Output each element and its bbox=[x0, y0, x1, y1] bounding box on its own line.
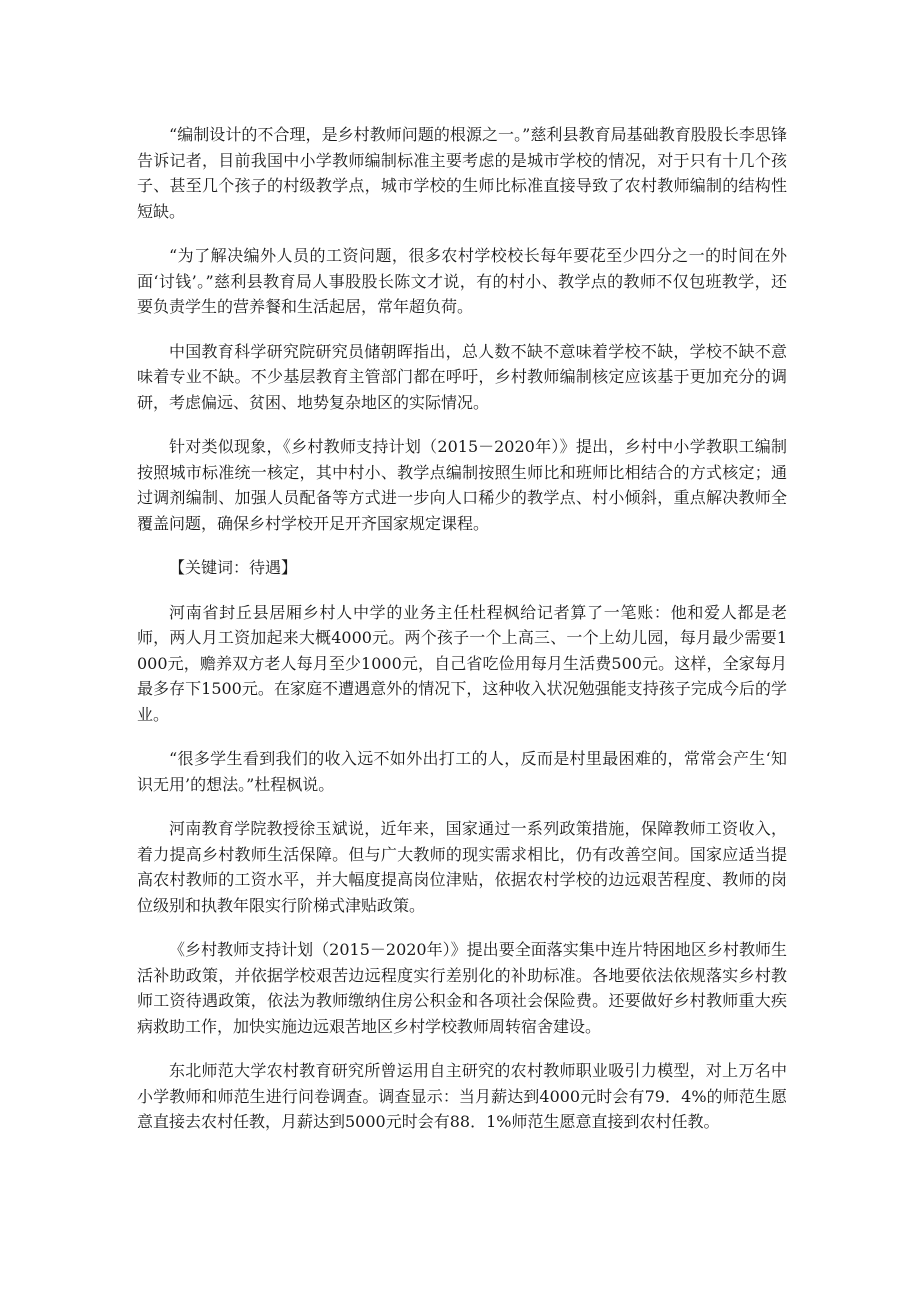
paragraph-plan-subsidy: 《乡村教师支持计划（2015－2020年）》提出要全面落实集中连片特困地区乡村教师生活补助政策，并依据学校艰苦边远程度实行差别化的补助标准。各地要依法依规落实乡村教师工资待遇政策，依法为教师缴纳住房公积金和各项社会保险费。还要做好乡村教师重大疾病救助工作，加快实施边远艰苦地区乡村学校教师周转宿舍建设。 bbox=[137, 940, 787, 1036]
paragraph-survey: 东北师范大学农村教育研究所曾运用自主研究的农村教师职业吸引力模型，对上万名中小学教师和师范生进行问卷调查。调查显示：当月薪达到4000元时会有79．4%的师范生愿意直接去农村任教，月薪达到5000元时会有88．1%师范生愿意直接到农村任教。 bbox=[137, 1061, 787, 1131]
document-body bbox=[137, 122, 787, 1154]
paragraph-salary-quote: “为了解决编外人员的工资问题，很多农村学校校长每年要花至少四分之一的时间在外面‘讨钱’。”慈利县教育局人事股股长陈文才说，有的村小、教学点的教师不仅包班教学，还要负责学生的营养餐和生活起居，常年超负荷。 bbox=[137, 246, 787, 316]
paragraph-student-quote: “很多学生看到我们的收入远不如外出打工的人，反而是村里最困难的，常常会产生‘知识无用’的想法。”杜程枫说。 bbox=[137, 749, 787, 794]
section-keyword-heading: 【关键词：待遇】 bbox=[169, 558, 298, 577]
paragraph-support-plan: 针对类似现象，《乡村教师支持计划（2015－2020年）》提出，乡村中小学教职工编制按照城市标准统一核定，其中村小、教学点编制按照生师比和班师比相结合的方式核定；通过调剂编制、加强人员配备等方式进一步向人口稀少的教学点、村小倾斜，重点解决教师全覆盖问题，确保乡村学校开足开齐国家规定课程。 bbox=[137, 437, 787, 533]
paragraph-editor-quote: “编制设计的不合理，是乡村教师问题的根源之一。”慈利县教育局基础教育股股长李思锋告诉记者，目前我国中小学教师编制标准主要考虑的是城市学校的情况，对于只有十几个孩子、甚至几个孩子的村级教学点，城市学校的生师比标准直接导致了农村教师编制的结构性短缺。 bbox=[137, 125, 787, 221]
paragraph-professor: 河南教育学院教授徐玉斌说，近年来，国家通过一系列政策措施，保障教师工资收入，着力提高乡村教师生活保障。但与广大教师的现实需求相比，仍有改善空间。国家应适当提高农村教师的工资水平，并大幅度提高岗位津贴，依据农村学校的边远艰苦程度、教师的岗位级别和执教年限实行阶梯式津贴政策。 bbox=[137, 819, 787, 915]
paragraph-researcher: 中国教育科学研究院研究员储朝晖指出，总人数不缺不意味着学校不缺，学校不缺不意味着专业不缺。不少基层教育主管部门都在呼吁，乡村教师编制核定应该基于更加充分的调研，考虑偏远、贫困、地势复杂地区的实际情况。 bbox=[137, 341, 787, 412]
paragraph-family-budget: 河南省封丘县居厢乡村人中学的业务主任杜程枫给记者算了一笔账：他和爱人都是老师，两人月工资加起来大概4000元。两个孩子一个上高三、一个上幼儿园，每月最少需要1000元，赡养双方老人每月至少1000元，自己省吃俭用每月生活费500元。这样，全家每月最多存下1500元。在家庭不遭遇意外的情况下，这种收入状况勉强能支持孩子完成今后的学业。 bbox=[137, 602, 787, 724]
